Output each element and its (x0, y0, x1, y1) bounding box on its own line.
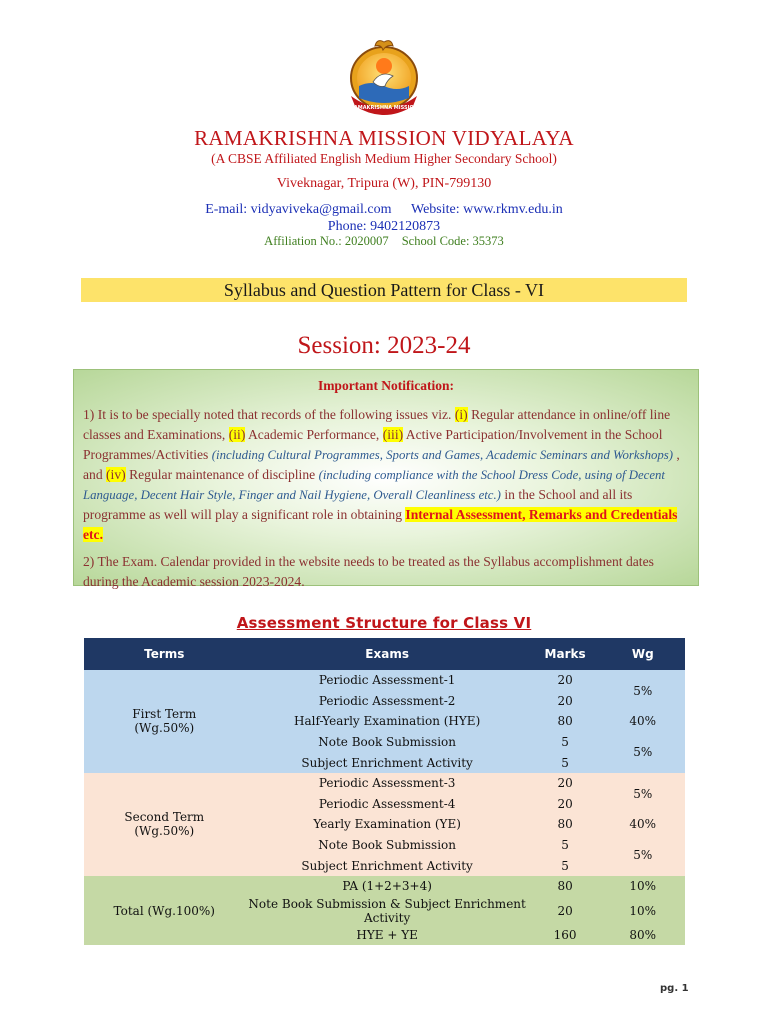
school-code: School Code: 35373 (401, 234, 504, 248)
exam-cell: Note Book Submission & Subject Enrichment Activity (245, 897, 530, 925)
email-link[interactable]: E-mail: vidyaviveka@gmail.com (205, 202, 392, 217)
exam-cell: Periodic Assessment-3 (245, 773, 530, 794)
notification-text: Academic Performance, (245, 427, 383, 442)
table-row (84, 876, 685, 897)
phone-number: Phone: 9402120873 (327, 219, 441, 234)
table-row (84, 670, 685, 691)
wg-cell: 5% (600, 835, 685, 876)
term-weight: (Wg.50%) (134, 824, 195, 839)
notification-box (73, 369, 699, 589)
exam-cell: Periodic Assessment-1 (245, 670, 530, 691)
document-title: Syllabus and Question Pattern for Class - VI (81, 278, 687, 302)
term-weight: (Wg.50%) (134, 721, 195, 736)
school-affiliation-line: (A CBSE Affiliated English Medium Higher Secondary School) (211, 151, 557, 166)
assessment-title-text: Assessment Structure for Class VI (236, 614, 532, 632)
header-terms: Terms (84, 638, 245, 670)
page-number: pg. 1 (660, 983, 689, 994)
notification-title: Important Notification: (317, 378, 455, 393)
wg-cell: 40% (600, 711, 685, 732)
website-link[interactable]: Website: www.rkmv.edu.in (410, 202, 563, 217)
exam-cell: Subject Enrichment Activity (245, 855, 530, 876)
wg-cell: 10% (600, 876, 685, 897)
exam-cell: PA (1+2+3+4) (245, 876, 530, 897)
exam-cell: Note Book Submission (245, 732, 530, 753)
marks-cell: 20 (530, 773, 601, 794)
wg-cell: 5% (600, 732, 685, 773)
assessment-table (84, 638, 685, 945)
header-marks: Marks (530, 638, 601, 670)
marks-cell: 5 (530, 752, 601, 773)
wg-cell: 10% (600, 897, 685, 925)
notification-emphasis: Internal Assessment, Remarks and Credentials etc. (83, 507, 678, 542)
notification-paragraph-2: 2) The Exam. Calendar provided in the website needs to be treated as the Syllabus accomplishment dates during the Academic session 2023-2024. (83, 554, 654, 589)
marks-cell: 80 (530, 814, 601, 835)
item-marker: (ii) (228, 427, 246, 442)
notification-text: in the School and all its programme as well will play a significant role in obtaining (83, 487, 633, 522)
term-label: First Term (132, 707, 197, 722)
marks-cell: 5 (530, 732, 601, 753)
marks-cell: 80 (530, 711, 601, 732)
wg-cell: 80% (600, 925, 685, 946)
marks-cell: 160 (530, 925, 601, 946)
school-address: Viveknagar, Tripura (W), PIN-799130 (276, 176, 492, 191)
logo-text: RAMAKRISHNA MISSION (350, 105, 418, 111)
affiliation-number: Affiliation No.: 2020007 (264, 234, 389, 248)
total-cell: Total (Wg.100%) (84, 876, 245, 945)
contact-line (0, 202, 768, 218)
exam-cell: Yearly Examination (YE) (245, 814, 530, 835)
marks-cell: 5 (530, 835, 601, 856)
school-name: RAMAKRISHNA MISSION VIDYALAYA (194, 126, 574, 150)
school-logo-emblem (343, 36, 425, 116)
exam-cell: HYE + YE (245, 925, 530, 946)
notification-text: , and (83, 447, 680, 482)
term-label: Second Term (124, 810, 205, 825)
notification-text: Regular maintenance of discipline (125, 467, 319, 482)
first-term-cell (84, 670, 245, 773)
assessment-title (0, 614, 768, 632)
exam-cell: Periodic Assessment-2 (245, 691, 530, 712)
table-row (84, 773, 685, 794)
notification-text: Regular attendance in online/off line classes and Examinations, (83, 407, 671, 442)
marks-cell: 20 (530, 897, 601, 925)
exam-cell: Subject Enrichment Activity (245, 752, 530, 773)
marks-cell: 20 (530, 794, 601, 815)
marks-cell: 20 (530, 691, 601, 712)
item-marker: (i) (454, 407, 468, 422)
session-heading: Session: 2023-24 (297, 332, 471, 359)
exam-cell: Note Book Submission (245, 835, 530, 856)
notification-paragraph-1 (83, 405, 689, 545)
notification-text: Active Participation/Involvement in the School Programmes/Activities (83, 427, 663, 462)
exam-cell: Half-Yearly Examination (HYE) (245, 711, 530, 732)
wg-cell: 40% (600, 814, 685, 835)
header-wg: Wg (600, 638, 685, 670)
notification-italic-note: (including compliance with the School Dress Code, using of Decent Language, Decent Hair Style, Finger and Nail Hygiene, Overall Cleanliness etc.) (83, 468, 665, 502)
marks-cell: 5 (530, 855, 601, 876)
item-marker: (iv) (106, 467, 126, 482)
exam-cell: Periodic Assessment-4 (245, 794, 530, 815)
notification-italic-note: (including Cultural Programmes, Sports and Games, Academic Seminars and Workshops) (211, 448, 674, 462)
item-marker: (iii) (382, 427, 404, 442)
marks-cell: 20 (530, 670, 601, 691)
affiliation-codes (0, 234, 768, 249)
notification-text: 1) It is to be specially noted that records of the following issues viz. (83, 407, 455, 422)
wg-cell: 5% (600, 670, 685, 711)
table-header-row (84, 638, 685, 670)
marks-cell: 80 (530, 876, 601, 897)
second-term-cell (84, 773, 245, 876)
wg-cell: 5% (600, 773, 685, 814)
header-exams: Exams (245, 638, 530, 670)
